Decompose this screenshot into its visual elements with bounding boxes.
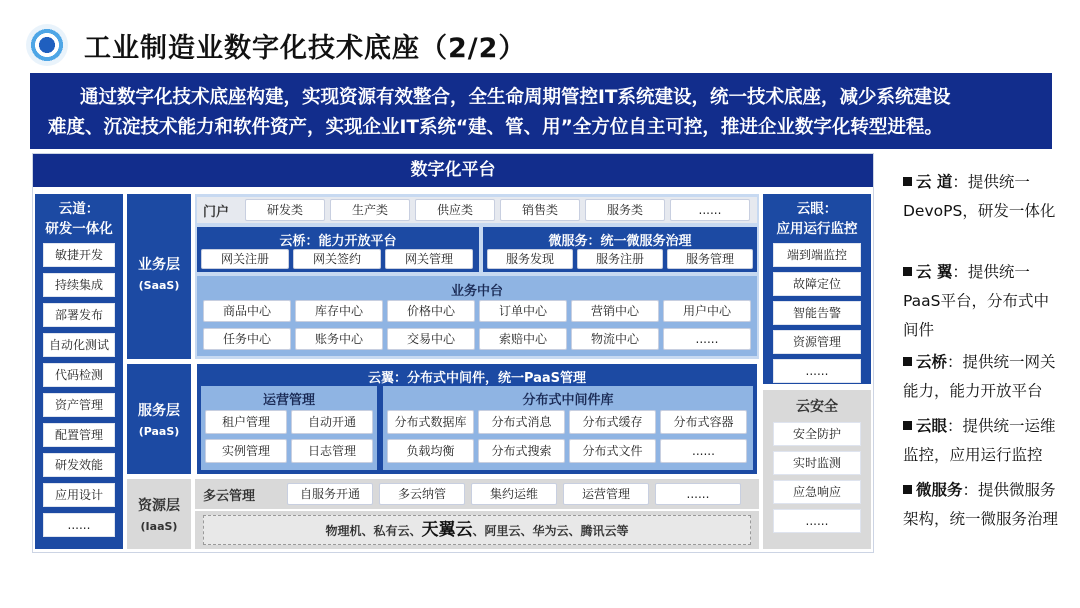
portal-item: ......: [670, 199, 750, 221]
business-center-item: 索赔中心: [479, 328, 567, 350]
middleware-item: ......: [660, 439, 747, 463]
ops-title: 运营管理: [262, 393, 315, 408]
microservice-title: 微服务：统一微服务治理: [548, 234, 692, 249]
middleware-item: 负载均衡: [387, 439, 474, 463]
business-center-item: 交易中心: [387, 328, 475, 350]
ops-item: 日志管理: [291, 439, 373, 463]
note-name: 云眼: [916, 417, 948, 435]
multicloud-item: 自服务开通: [287, 483, 373, 505]
yunqiao-item: 网关签约: [293, 249, 381, 269]
note-text: ：提供统一运维监控，应用运行监控: [903, 417, 1056, 464]
business-center-item: 价格中心: [387, 300, 475, 322]
note-item: [903, 258, 1061, 345]
yunyan-item: 端到端监控: [773, 243, 861, 267]
yundao-item: ......: [43, 513, 115, 537]
yundao-item: 应用设计: [43, 483, 115, 507]
bullet-square-icon: [903, 485, 912, 494]
yundao-item: 自动化测试: [43, 333, 115, 357]
infra-box: [203, 515, 751, 545]
yunyan-item: 故障定位: [773, 272, 861, 296]
business-center-item: 任务中心: [203, 328, 291, 350]
yunyan-item: ......: [773, 359, 861, 383]
cloud-security-title: 云安全: [796, 399, 838, 415]
layer-iaas-name: 资源层: [138, 498, 180, 514]
business-center-item: 物流中心: [571, 328, 659, 350]
business-center-item: 库存中心: [295, 300, 383, 322]
yundao-title-2: 研发一体化: [45, 221, 113, 237]
note-text: ：提供统一DevoPS，研发一体化: [903, 173, 1056, 220]
middleware-panel: [383, 386, 753, 470]
yunqiao-item: 网关注册: [201, 249, 289, 269]
ops-panel: [201, 386, 377, 470]
yunyan-items: [763, 243, 871, 383]
digital-platform-diagram: [32, 153, 874, 553]
portal-item: 生产类: [330, 199, 410, 221]
multicloud-label: 多云管理: [203, 489, 256, 504]
multicloud-item: ......: [655, 483, 741, 505]
note-text: ：提供微服务架构，统一微服务治理: [903, 481, 1059, 528]
portal-item: 服务类: [585, 199, 665, 221]
yunyan-item: 资源管理: [773, 330, 861, 354]
infra-tianyi: 天翼云: [421, 520, 473, 540]
note-name: 云桥: [916, 353, 948, 371]
note-item: [903, 412, 1061, 470]
middleware-title: 分布式中间件库: [522, 393, 614, 408]
note-item: [903, 348, 1061, 406]
middleware-item: 分布式搜索: [478, 439, 565, 463]
ops-item: 租户管理: [205, 410, 287, 434]
note-name: 云 翼: [916, 263, 953, 281]
yunyan-item: 智能告警: [773, 301, 861, 325]
yunyan-column: [763, 194, 871, 384]
multicloud-item: 集约运维: [471, 483, 557, 505]
business-center-item: ......: [663, 328, 751, 350]
cloud-security-items: [763, 422, 871, 533]
yunqiao-item: 网关管理: [385, 249, 473, 269]
yunqiao-panel: [197, 227, 479, 272]
business-center-item: 用户中心: [663, 300, 751, 322]
yundao-item: 持续集成: [43, 273, 115, 297]
business-center-title: 业务中台: [450, 284, 503, 299]
middleware-item: 分布式消息: [478, 410, 565, 434]
note-name: 云 道: [916, 173, 953, 191]
infra-post: 、阿里云、华为云、腾讯云等: [472, 524, 629, 538]
multicloud-row: [195, 479, 759, 509]
microservice-item: 服务管理: [667, 249, 753, 269]
yundao-item: 代码检测: [43, 363, 115, 387]
layer-saas-name: 业务层: [138, 257, 180, 273]
portal-label: 门户: [203, 205, 230, 220]
portal-item: 研发类: [245, 199, 325, 221]
bullet-square-icon: [903, 177, 912, 186]
yundao-item: 配置管理: [43, 423, 115, 447]
layer-paas: [127, 364, 191, 474]
microservice-panel: [483, 227, 757, 272]
cloud-security-item: 安全防护: [773, 422, 861, 446]
layer-paas-sub: (PaaS): [138, 425, 180, 438]
layer-saas: [127, 194, 191, 359]
note-text: ：提供统一网关能力，能力开放平台: [903, 353, 1056, 400]
yundao-title-1: 云道：: [58, 201, 100, 217]
infra-pre: 物理机、私有云、: [325, 524, 422, 538]
infra-row: [195, 511, 759, 549]
business-center-item: 营销中心: [571, 300, 659, 322]
layer-paas-name: 服务层: [138, 403, 180, 419]
business-center-item: 账务中心: [295, 328, 383, 350]
note-item: [903, 168, 1061, 226]
yunqiao-title: 云桥：能力开放平台: [279, 234, 397, 249]
ops-item: 实例管理: [205, 439, 287, 463]
microservice-item: 服务注册: [577, 249, 663, 269]
intro-banner: [30, 73, 1052, 149]
middleware-item: 分布式数据库: [387, 410, 474, 434]
yundao-item: 资产管理: [43, 393, 115, 417]
yundao-items: [35, 243, 123, 537]
portal-item: 供应类: [415, 199, 495, 221]
multicloud-item: 多云纳管: [379, 483, 465, 505]
yunyi-title: 云翼：分布式中间件，统一PaaS管理: [367, 371, 587, 386]
layer-saas-sub: (SaaS): [138, 279, 180, 292]
layer-iaas-sub: (IaaS): [140, 520, 178, 533]
page-title: 工业制造业数字化技术底座（2/2）: [84, 33, 527, 64]
cloud-security-item: 实时监测: [773, 451, 861, 475]
logo-icon: [26, 24, 68, 66]
note-text: ：提供统一PaaS平台，分布式中间件: [903, 263, 1049, 339]
business-center-item: 商品中心: [203, 300, 291, 322]
yundao-item: 敏捷开发: [43, 243, 115, 267]
platform-title: 数字化平台: [33, 154, 873, 187]
business-center-panel: [197, 276, 757, 356]
bullet-square-icon: [903, 267, 912, 276]
bullet-square-icon: [903, 357, 912, 366]
portal-item: 销售类: [500, 199, 580, 221]
cloud-security-item: ......: [773, 509, 861, 533]
note-name: 微服务: [916, 481, 963, 499]
portal-row: [197, 197, 757, 223]
bullet-square-icon: [903, 421, 912, 430]
middleware-item: 分布式容器: [660, 410, 747, 434]
middleware-item: 分布式缓存: [569, 410, 656, 434]
cloud-security-column: [763, 390, 871, 549]
cloud-security-item: 应急响应: [773, 480, 861, 504]
yundao-item: 部署发布: [43, 303, 115, 327]
ops-item: 自动开通: [291, 410, 373, 434]
microservice-item: 服务发现: [487, 249, 573, 269]
yundao-column: [35, 194, 123, 549]
intro-line-1: 通过数字化技术底座构建，实现资源有效整合，全生命周期管控IT系统建设，统一技术底座，减少系统建设: [80, 87, 951, 108]
yunyan-title-1: 云眼：: [796, 201, 838, 217]
business-center-item: 订单中心: [479, 300, 567, 322]
yundao-item: 研发效能: [43, 453, 115, 477]
note-item: [903, 476, 1061, 534]
middleware-item: 分布式文件: [569, 439, 656, 463]
yunyan-title-2: 应用运行监控: [776, 221, 858, 237]
multicloud-item: 运营管理: [563, 483, 649, 505]
intro-line-2: 难度、沉淀技术能力和软件资产，实现企业IT系统“建、管、用”全方位自主可控，推进企业数字化转型进程。: [48, 117, 943, 138]
layer-iaas: [127, 479, 191, 549]
